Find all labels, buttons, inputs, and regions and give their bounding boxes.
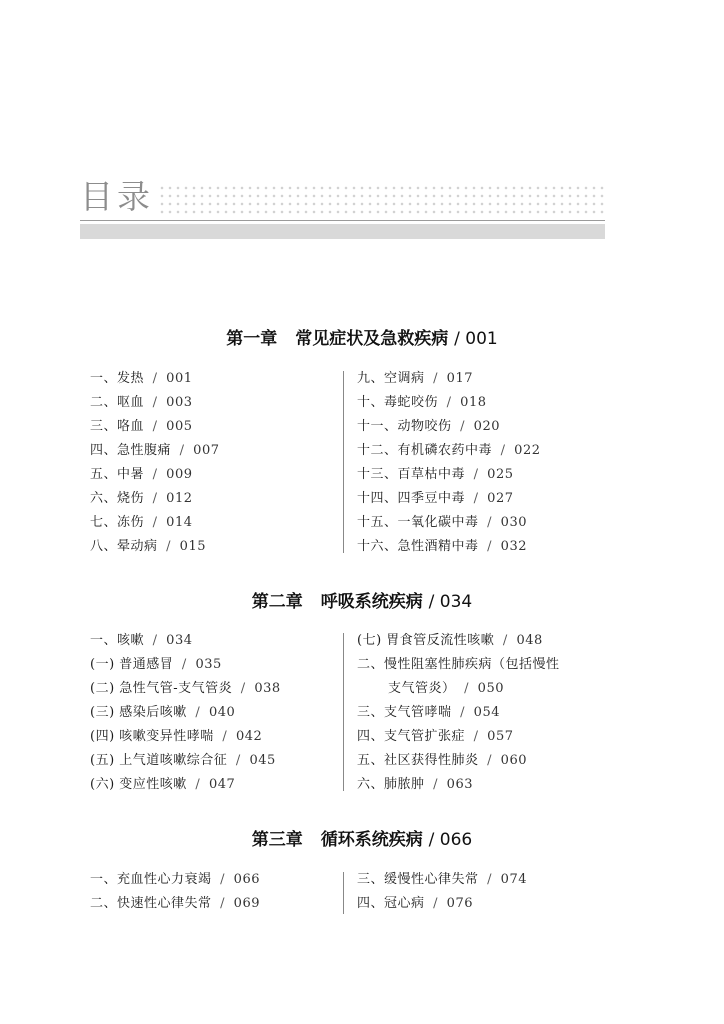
toc-entry-separator: /: [148, 371, 163, 386]
toc-entry-separator: /: [482, 872, 497, 887]
toc-entry[interactable]: [90, 439, 330, 463]
toc-entry-title: 十二、有机磷农药中毒: [357, 443, 493, 458]
toc-entry-separator: /: [215, 872, 230, 887]
dot-pattern-decoration: [158, 184, 605, 218]
toc-entry-page: 076: [446, 896, 473, 911]
toc-entry-separator: /: [231, 753, 246, 768]
toc-entry-separator: /: [148, 633, 163, 648]
toc-entry-title: (一) 普通感冒: [90, 657, 174, 672]
toc-entry-title: 十一、动物咬伤: [357, 419, 452, 434]
toc-entry-separator: /: [190, 705, 205, 720]
toc-header: [80, 176, 605, 242]
chapter-heading[interactable]: [0, 587, 724, 612]
toc-entry-title: 三、支气管哮喘: [357, 705, 452, 720]
toc-entry-title: (三) 感染后咳嗽: [90, 705, 187, 720]
toc-entry-page: 045: [249, 753, 276, 768]
toc-entry-page: 027: [487, 491, 514, 506]
toc-entry-page: 001: [166, 371, 193, 386]
header-band: [80, 224, 605, 239]
toc-entry-page: 022: [514, 443, 541, 458]
toc-entry[interactable]: [90, 892, 330, 916]
toc-entry-title: 三、咯血: [90, 419, 145, 434]
toc-entry-separator: /: [148, 467, 163, 482]
chapter-page: / 034: [428, 592, 473, 612]
toc-entry-separator: /: [442, 395, 457, 410]
toc-entry-title: 四、急性腹痛: [90, 443, 172, 458]
toc-entry-page: 066: [233, 872, 260, 887]
toc-entry-title: 二、慢性阻塞性肺疾病（包括慢性: [357, 657, 560, 672]
toc-entry-page: 034: [166, 633, 193, 648]
toc-entry[interactable]: [90, 653, 330, 677]
toc-entry-page: 074: [500, 872, 527, 887]
toc-entry[interactable]: [357, 415, 627, 439]
toc-entry-page: 017: [446, 371, 473, 386]
toc-column-right: [357, 367, 627, 559]
toc-entry-title: 六、肺脓肿: [357, 777, 425, 792]
toc-entry-page: 038: [254, 681, 281, 696]
toc-entry-page: 003: [166, 395, 193, 410]
toc-column-right: [357, 868, 627, 916]
toc-entry[interactable]: [357, 892, 627, 916]
toc-entry[interactable]: [90, 629, 330, 653]
toc-entry-page: 014: [166, 515, 193, 530]
toc-entry[interactable]: [357, 439, 627, 463]
chapter-number: 第二章: [251, 592, 303, 612]
toc-entry-page: 035: [195, 657, 222, 672]
toc-entry-title: 十四、四季豆中毒: [357, 491, 466, 506]
toc-entry-separator: /: [482, 753, 497, 768]
column-divider: [343, 633, 344, 791]
chapter-number: 第三章: [251, 830, 303, 850]
chapter-page: / 066: [428, 830, 473, 850]
toc-column-left: [90, 367, 330, 559]
toc-entry[interactable]: [357, 868, 627, 892]
chapter-number: 第一章: [226, 329, 278, 349]
toc-entry-page: 050: [477, 681, 504, 696]
toc-entry-title: 一、发热: [90, 371, 145, 386]
toc-entry-page: 030: [500, 515, 527, 530]
column-divider: [343, 872, 344, 914]
toc-entry-title: 二、快速性心律失常: [90, 896, 212, 911]
toc-entry[interactable]: [90, 677, 330, 701]
toc-entry-separator: /: [148, 491, 163, 506]
toc-entry-separator: /: [469, 491, 484, 506]
toc-entry-title: 三、缓慢性心律失常: [357, 872, 479, 887]
toc-entry-separator: /: [428, 371, 443, 386]
toc-entry-page: 048: [516, 633, 543, 648]
toc-entry-page: 009: [166, 467, 193, 482]
toc-entry[interactable]: [90, 749, 330, 773]
toc-entry-page: 040: [208, 705, 236, 720]
toc-entry-separator: /: [148, 395, 163, 410]
toc-entry[interactable]: [90, 701, 330, 725]
toc-entry-title: 八、晕动病: [90, 539, 158, 554]
toc-entry-separator: /: [148, 419, 163, 434]
toc-entry[interactable]: [357, 367, 627, 391]
header-rule: [80, 220, 605, 221]
toc-entry[interactable]: [357, 629, 627, 653]
toc-entry-separator: /: [496, 443, 511, 458]
toc-entry[interactable]: [90, 725, 330, 749]
toc-entry-page: 054: [473, 705, 500, 720]
column-divider: [343, 371, 344, 553]
toc-entry-separator: /: [428, 777, 443, 792]
toc-entry[interactable]: [357, 725, 627, 749]
toc-entry-separator: /: [190, 777, 205, 792]
toc-entry-separator: /: [498, 633, 513, 648]
toc-entry-title: (五) 上气道咳嗽综合征: [90, 753, 228, 768]
toc-entry[interactable]: [357, 535, 627, 559]
toc-entry[interactable]: [90, 487, 330, 511]
toc-entry[interactable]: [90, 868, 330, 892]
toc-entry[interactable]: [357, 391, 627, 415]
toc-entry-title: 四、支气管扩张症: [357, 729, 466, 744]
toc-entry-page: 012: [166, 491, 193, 506]
toc-entry-title: 二、呕血: [90, 395, 145, 410]
toc-entry-separator: /: [455, 705, 470, 720]
toc-entry-page: 063: [446, 777, 473, 792]
toc-entry-title: (七) 胃食管反流性咳嗽: [357, 633, 495, 648]
toc-entry[interactable]: [90, 415, 330, 439]
toc-entry[interactable]: [357, 511, 627, 535]
toc-entry-title: (二) 急性气管-支气管炎: [90, 681, 233, 696]
toc-entry-separator: /: [459, 681, 474, 696]
toc-entry-title: 一、充血性心力衰竭: [90, 872, 212, 887]
chapter-heading[interactable]: [0, 825, 724, 850]
toc-entry-title: 五、社区获得性肺炎: [357, 753, 479, 768]
toc-entry-title: 六、烧伤: [90, 491, 145, 506]
toc-entry[interactable]: [90, 391, 330, 415]
toc-entry-title: (四) 咳嗽变异性哮喘: [90, 729, 214, 744]
toc-entry-title: 十三、百草枯中毒: [357, 467, 466, 482]
toc-entry[interactable]: [357, 773, 627, 797]
toc-entry[interactable]: [90, 535, 330, 559]
toc-entry-title: 一、咳嗽: [90, 633, 145, 648]
toc-entry[interactable]: [90, 511, 330, 535]
toc-entry-separator: /: [215, 896, 230, 911]
toc-entry-separator: /: [482, 539, 497, 554]
toc-entry[interactable]: [357, 749, 627, 773]
toc-entry-page: 005: [166, 419, 193, 434]
toc-entry-page: 032: [500, 539, 527, 554]
toc-entry-title: 十、毒蛇咬伤: [357, 395, 439, 410]
toc-entry[interactable]: [357, 653, 627, 677]
toc-entry-separator: /: [217, 729, 232, 744]
toc-entry-separator: /: [177, 657, 192, 672]
toc-entry-page: 060: [500, 753, 527, 768]
toc-entry-separator: /: [236, 681, 251, 696]
toc-entry-page: 020: [473, 419, 500, 434]
toc-entry[interactable]: [90, 367, 330, 391]
toc-entry-page: 057: [487, 729, 514, 744]
toc-entry[interactable]: [90, 463, 330, 487]
toc-entry-title: 支气管炎）: [388, 681, 456, 696]
toc-entry-page: 018: [460, 395, 487, 410]
toc-entry-page: 015: [179, 539, 206, 554]
toc-entry[interactable]: [357, 701, 627, 725]
toc-entry-separator: /: [175, 443, 190, 458]
toc-entry-separator: /: [469, 467, 484, 482]
chapter-title: 常见症状及急救疾病: [295, 329, 449, 349]
toc-entry-page: 042: [235, 729, 263, 744]
toc-entry-separator: /: [455, 419, 470, 434]
toc-entry-title: (六) 变应性咳嗽: [90, 777, 187, 792]
toc-entry-separator: /: [148, 515, 163, 530]
toc-entry-title: 七、冻伤: [90, 515, 145, 530]
toc-entry[interactable]: [357, 487, 627, 511]
chapter-heading[interactable]: [0, 324, 724, 349]
toc-entry[interactable]: [357, 463, 627, 487]
toc-entry-title: 四、冠心病: [357, 896, 425, 911]
toc-entry-title: 九、空调病: [357, 371, 425, 386]
toc-entry-page: 069: [233, 896, 260, 911]
toc-entry-title: 十六、急性酒精中毒: [357, 539, 479, 554]
toc-entry[interactable]: [90, 773, 330, 797]
chapter-title: 呼吸系统疾病: [320, 592, 423, 612]
toc-entry-page: 047: [208, 777, 236, 792]
toc-entry-page: 025: [487, 467, 514, 482]
chapter-page: / 001: [454, 329, 498, 349]
toc-entry-separator: /: [161, 539, 176, 554]
toc-entry-title: 五、中暑: [90, 467, 145, 482]
toc-entry-page: 007: [193, 443, 220, 458]
toc-title: 目录: [80, 177, 154, 216]
toc-entry-separator: /: [428, 896, 443, 911]
toc-entry-title: 十五、一氧化碳中毒: [357, 515, 479, 530]
chapter-title: 循环系统疾病: [320, 830, 423, 850]
toc-column-left: [90, 629, 330, 797]
toc-column-right: [357, 629, 627, 797]
toc-entry[interactable]: [357, 677, 627, 701]
toc-column-left: [90, 868, 330, 916]
toc-entry-separator: /: [482, 515, 497, 530]
toc-entry-separator: /: [469, 729, 484, 744]
